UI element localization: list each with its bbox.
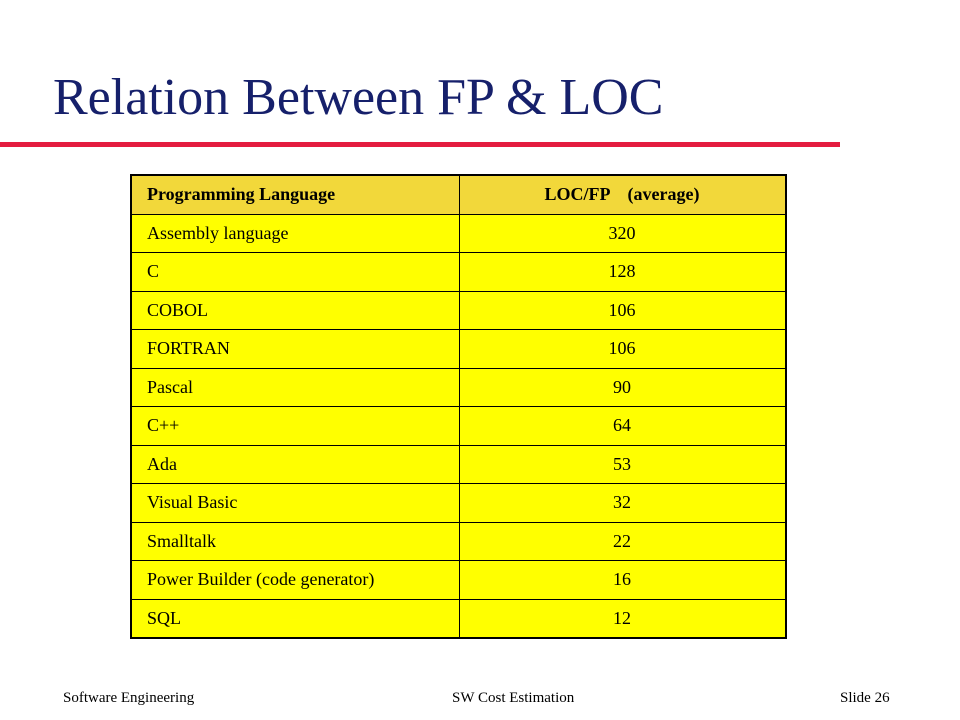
slide-title: Relation Between FP & LOC xyxy=(53,69,664,126)
loc-per-fp-cell: 106 xyxy=(459,330,786,369)
language-cell: Pascal xyxy=(131,368,459,407)
language-cell: SQL xyxy=(131,599,459,638)
language-cell: Visual Basic xyxy=(131,484,459,523)
loc-per-fp-cell: 128 xyxy=(459,253,786,292)
loc-per-fp-cell: 12 xyxy=(459,599,786,638)
table-row xyxy=(131,253,786,292)
table-row xyxy=(131,291,786,330)
table-row xyxy=(131,214,786,253)
language-cell: C xyxy=(131,253,459,292)
footer-course: Software Engineering xyxy=(63,690,195,706)
header-language: Programming Language xyxy=(131,175,459,214)
loc-per-fp-cell: 106 xyxy=(459,291,786,330)
loc-per-fp-table xyxy=(130,174,787,639)
table-header-row xyxy=(131,175,786,214)
language-cell: Ada xyxy=(131,445,459,484)
loc-per-fp-cell: 90 xyxy=(459,368,786,407)
language-cell: Power Builder (code generator) xyxy=(131,561,459,600)
language-cell: FORTRAN xyxy=(131,330,459,369)
loc-per-fp-cell: 320 xyxy=(459,214,786,253)
table-row xyxy=(131,407,786,446)
loc-per-fp-cell: 53 xyxy=(459,445,786,484)
loc-per-fp-cell: 16 xyxy=(459,561,786,600)
table-row xyxy=(131,561,786,600)
loc-per-fp-cell: 64 xyxy=(459,407,786,446)
table-row xyxy=(131,484,786,523)
language-cell: Assembly language xyxy=(131,214,459,253)
table-row xyxy=(131,522,786,561)
table-row xyxy=(131,330,786,369)
table-row xyxy=(131,599,786,638)
language-cell: COBOL xyxy=(131,291,459,330)
header-loc-per-fp: LOC/FP (average) xyxy=(459,175,786,214)
language-cell: C++ xyxy=(131,407,459,446)
loc-per-fp-cell: 32 xyxy=(459,484,786,523)
language-cell: Smalltalk xyxy=(131,522,459,561)
loc-per-fp-cell: 22 xyxy=(459,522,786,561)
table-row xyxy=(131,368,786,407)
table-row xyxy=(131,445,786,484)
footer-topic: SW Cost Estimation xyxy=(452,690,575,706)
footer-slide-number: Slide 26 xyxy=(840,690,890,706)
title-underline xyxy=(0,142,840,147)
